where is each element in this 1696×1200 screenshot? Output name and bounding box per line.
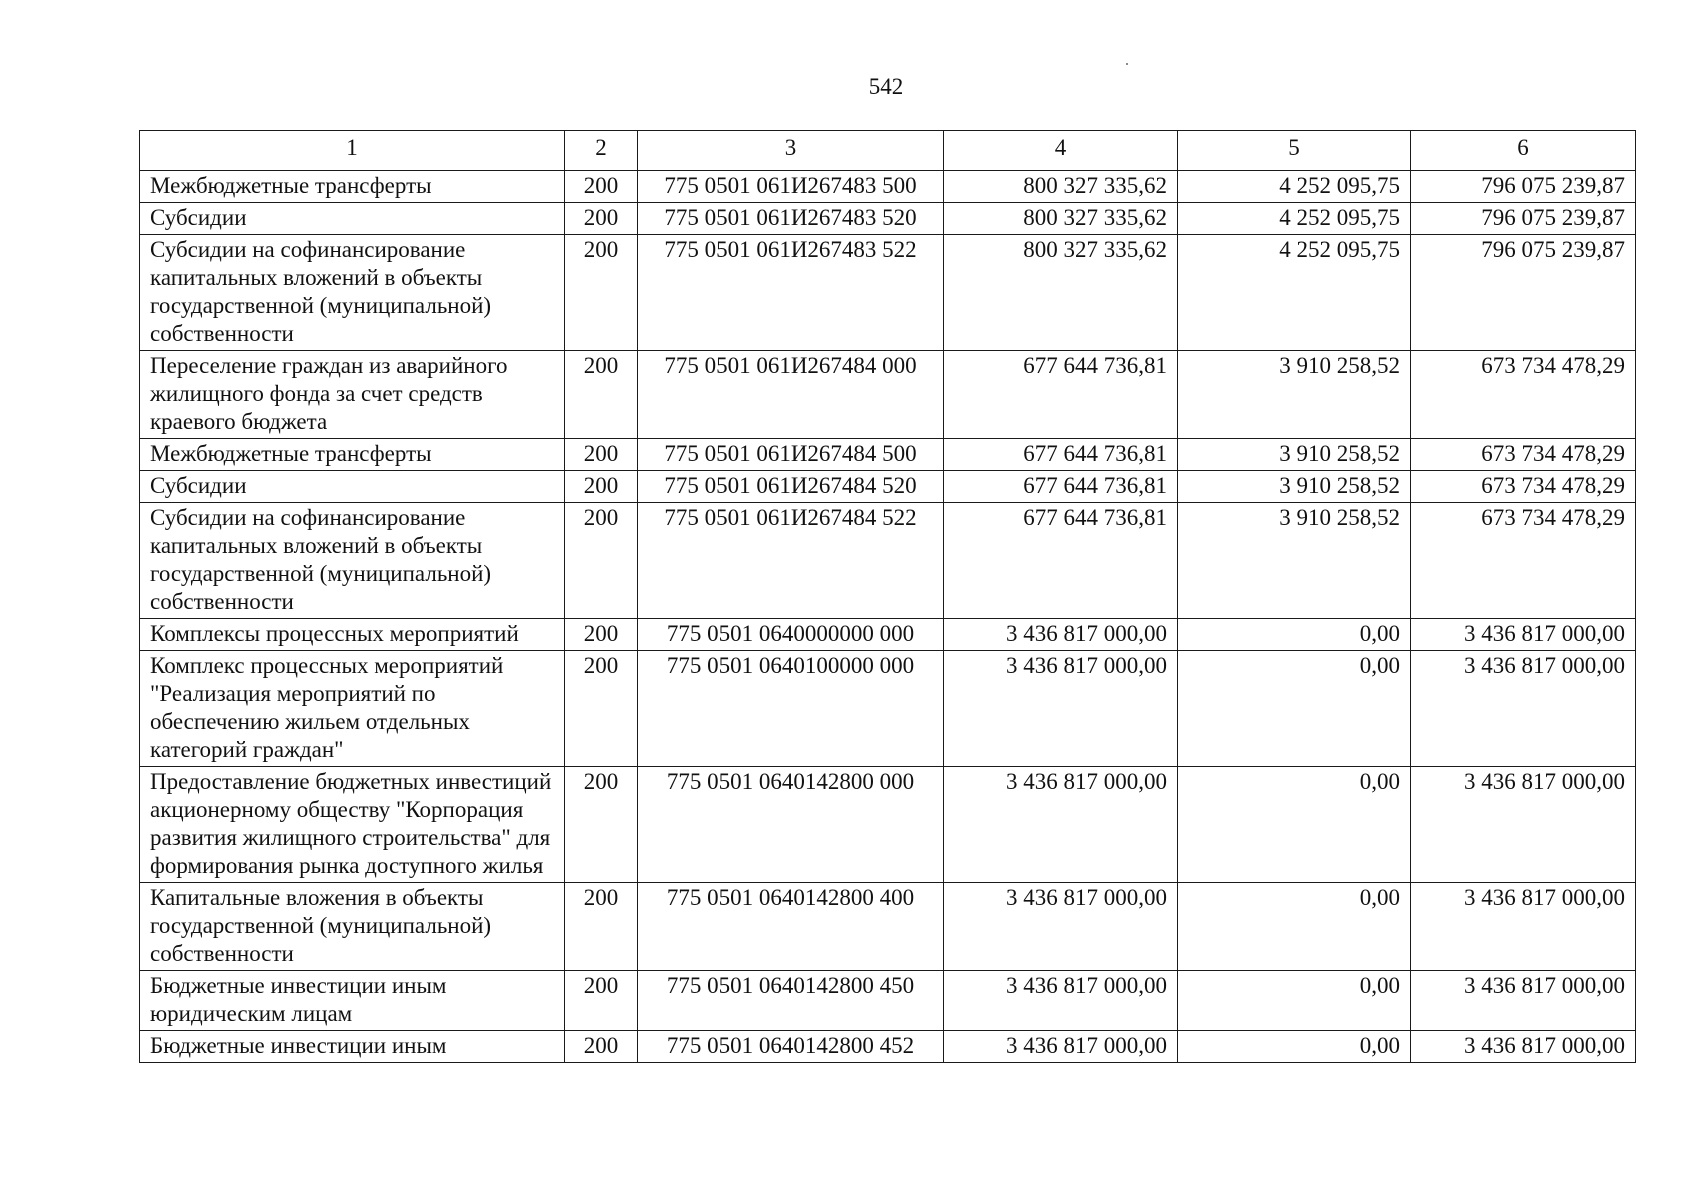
table-row [140,171,1636,203]
row-name: Капитальные вложения в объекты государственной (муниципальной) собственности [140,883,565,971]
row-value-5: 3 910 258,52 [1178,351,1411,439]
row-name: Комплекс процессных мероприятий "Реализация мероприятий по обеспечению жильем отдельных категорий граждан" [140,651,565,767]
row-kbk: 775 0501 061И267483 500 [638,171,944,203]
row-value-6: 796 075 239,87 [1411,235,1636,351]
row-kbk: 775 0501 0640100000 000 [638,651,944,767]
row-name: Субсидии на софинансирование капитальных вложений в объекты государственной (муниципальной) собственности [140,235,565,351]
row-value-4: 3 436 817 000,00 [944,767,1178,883]
table-row [140,439,1636,471]
row-value-4: 677 644 736,81 [944,351,1178,439]
table-row [140,351,1636,439]
page-number: 542 [868,74,904,99]
row-value-6: 673 734 478,29 [1411,503,1636,619]
row-value-5: 0,00 [1178,767,1411,883]
table-row [140,203,1636,235]
row-value-5: 4 252 095,75 [1178,235,1411,351]
table-row [140,235,1636,351]
row-value-4: 3 436 817 000,00 [944,651,1178,767]
row-code: 200 [565,439,638,471]
header-cell-4: 4 [944,131,1178,171]
row-kbk: 775 0501 061И267483 522 [638,235,944,351]
row-name: Субсидии [140,471,565,503]
row-value-4: 800 327 335,62 [944,171,1178,203]
row-name: Предоставление бюджетных инвестиций акционерному обществу "Корпорация развития жилищного строительства" для формирования рынка доступного жилья [140,767,565,883]
row-value-5: 4 252 095,75 [1178,203,1411,235]
row-value-4: 800 327 335,62 [944,235,1178,351]
row-name: Бюджетные инвестиции иным [140,1031,565,1063]
row-name: Переселение граждан из аварийного жилищного фонда за счет средств краевого бюджета [140,351,565,439]
row-value-6: 3 436 817 000,00 [1411,767,1636,883]
table-row [140,471,1636,503]
row-value-6: 3 436 817 000,00 [1411,619,1636,651]
row-name: Комплексы процессных мероприятий [140,619,565,651]
row-value-5: 0,00 [1178,1031,1411,1063]
row-name: Межбюджетные трансферты [140,439,565,471]
row-kbk: 775 0501 061И267484 520 [638,471,944,503]
row-code: 200 [565,171,638,203]
row-value-6: 3 436 817 000,00 [1411,651,1636,767]
header-cell-3: 3 [638,131,944,171]
header-cell-5: 5 [1178,131,1411,171]
row-code: 200 [565,503,638,619]
table-header-row [140,131,1636,171]
row-value-5: 0,00 [1178,883,1411,971]
row-code: 200 [565,767,638,883]
row-value-6: 673 734 478,29 [1411,471,1636,503]
row-value-4: 3 436 817 000,00 [944,883,1178,971]
table-row [140,767,1636,883]
row-kbk: 775 0501 061И267483 520 [638,203,944,235]
row-name: Субсидии [140,203,565,235]
row-code: 200 [565,971,638,1031]
row-kbk: 775 0501 0640142800 450 [638,971,944,1031]
header-cell-2: 2 [565,131,638,171]
row-kbk: 775 0501 061И267484 000 [638,351,944,439]
row-value-5: 0,00 [1178,971,1411,1031]
table-row [140,619,1636,651]
row-code: 200 [565,619,638,651]
row-value-4: 677 644 736,81 [944,439,1178,471]
budget-table [139,130,1636,1063]
table-row [140,1031,1636,1063]
row-value-5: 3 910 258,52 [1178,471,1411,503]
table-row [140,883,1636,971]
row-kbk: 775 0501 0640000000 000 [638,619,944,651]
header-cell-1: 1 [140,131,565,171]
row-value-5: 4 252 095,75 [1178,171,1411,203]
row-value-6: 3 436 817 000,00 [1411,883,1636,971]
row-value-6: 3 436 817 000,00 [1411,971,1636,1031]
row-value-5: 3 910 258,52 [1178,503,1411,619]
row-value-4: 677 644 736,81 [944,503,1178,619]
row-value-4: 3 436 817 000,00 [944,971,1178,1031]
row-kbk: 775 0501 0640142800 000 [638,767,944,883]
row-code: 200 [565,203,638,235]
row-value-6: 796 075 239,87 [1411,171,1636,203]
row-name: Бюджетные инвестиции иным юридическим лицам [140,971,565,1031]
row-kbk: 775 0501 061И267484 500 [638,439,944,471]
row-kbk: 775 0501 0640142800 400 [638,883,944,971]
row-value-6: 673 734 478,29 [1411,351,1636,439]
row-name: Субсидии на софинансирование капитальных вложений в объекты государственной (муниципальной) собственности [140,503,565,619]
row-value-5: 0,00 [1178,619,1411,651]
table-body [140,171,1636,1063]
row-code: 200 [565,1031,638,1063]
row-value-6: 796 075 239,87 [1411,203,1636,235]
row-value-6: 3 436 817 000,00 [1411,1031,1636,1063]
row-kbk: 775 0501 061И267484 522 [638,503,944,619]
row-value-6: 673 734 478,29 [1411,439,1636,471]
header-cell-6: 6 [1411,131,1636,171]
table-row [140,651,1636,767]
row-kbk: 775 0501 0640142800 452 [638,1031,944,1063]
row-value-4: 3 436 817 000,00 [944,619,1178,651]
table-row [140,503,1636,619]
row-code: 200 [565,883,638,971]
row-value-4: 800 327 335,62 [944,203,1178,235]
row-value-5: 0,00 [1178,651,1411,767]
row-value-4: 677 644 736,81 [944,471,1178,503]
table-row [140,971,1636,1031]
row-code: 200 [565,235,638,351]
row-value-5: 3 910 258,52 [1178,439,1411,471]
row-value-4: 3 436 817 000,00 [944,1031,1178,1063]
row-code: 200 [565,471,638,503]
row-code: 200 [565,351,638,439]
row-code: 200 [565,651,638,767]
row-name: Межбюджетные трансферты [140,171,565,203]
scan-speck [1126,63,1128,65]
